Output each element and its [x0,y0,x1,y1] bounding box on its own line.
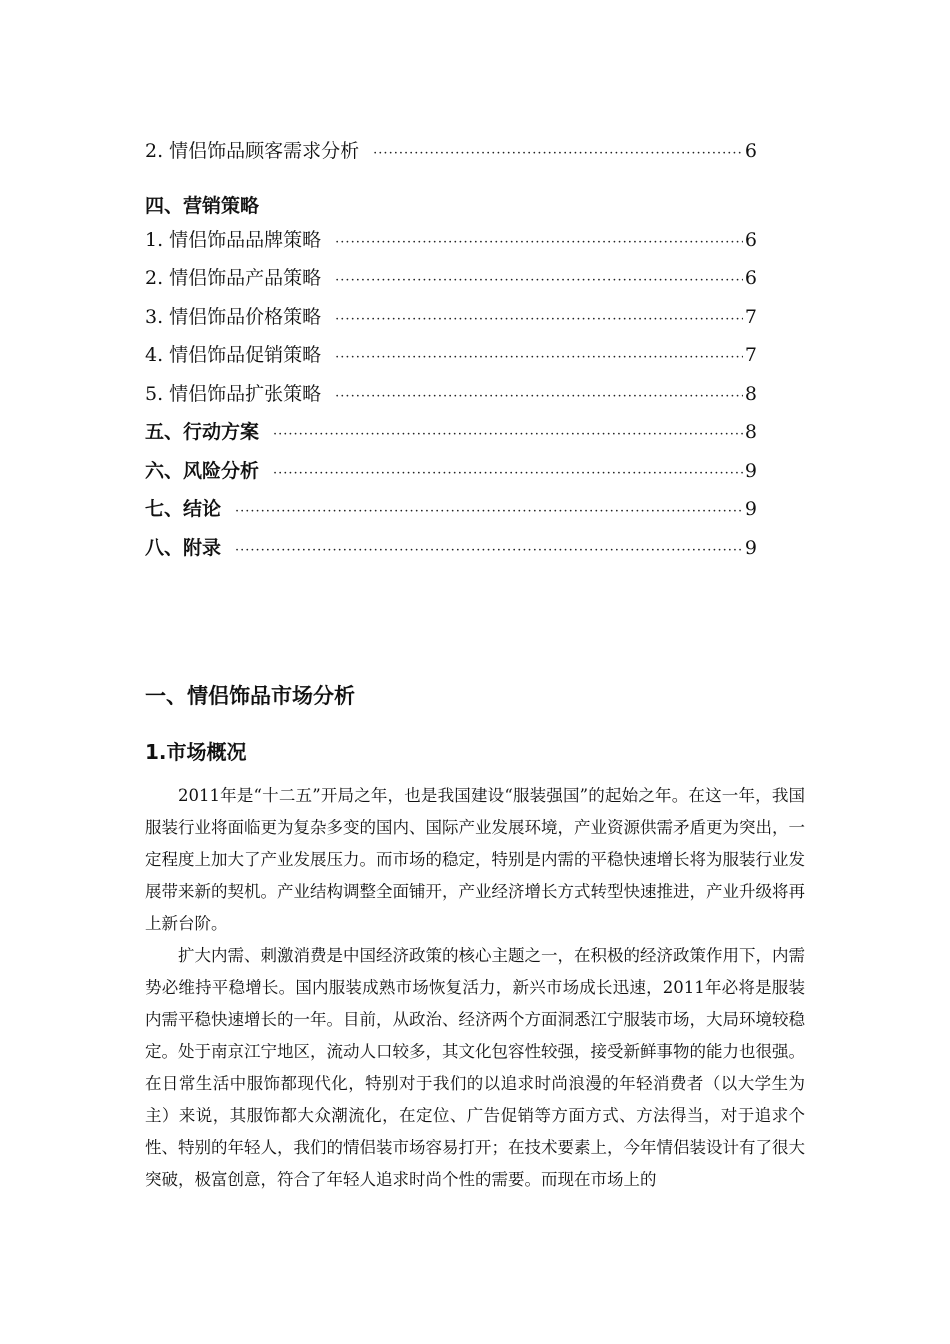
toc-leader-dots [335,389,743,404]
toc-item-label: 2. 情侣饰品产品策略 [145,267,322,289]
toc-item[interactable] [145,263,757,302]
toc-section-label: 五、行动方案 [145,421,260,443]
toc-section-label: 六、风险分析 [145,459,260,482]
toc-leader-dots [235,543,743,558]
toc-item-page: 6 [744,228,757,251]
toc-section[interactable] [145,494,757,533]
toc-section-page: 9 [744,536,757,559]
toc-item-label: 4. 情侣饰品促销策略 [145,344,322,366]
toc-item-label: 3. 情侣饰品价格策略 [145,305,322,328]
toc-leader-dots [373,146,743,161]
table-of-contents [145,136,757,571]
toc-item[interactable] [145,302,757,341]
toc-section-page: 8 [744,421,757,443]
toc-item[interactable] [145,136,757,175]
toc-item-page: 6 [744,267,757,289]
toc-item[interactable] [145,379,757,418]
toc-item-label: 5. 情侣饰品扩张策略 [145,382,322,405]
toc-item-page: 7 [744,305,757,328]
toc-item[interactable] [145,340,757,379]
body-text [145,780,805,1196]
toc-leader-dots [273,427,743,442]
toc-item-label: 1. 情侣饰品品牌策略 [145,228,322,251]
toc-item-label: 2. 情侣饰品顾客需求分析 [145,140,360,162]
chapter-heading: 一、情侣饰品市场分析 [145,684,355,708]
toc-section[interactable] [145,456,757,495]
toc-section-page: 9 [744,498,757,520]
toc-leader-dots [335,235,743,250]
toc-item[interactable] [145,225,757,264]
toc-section-label: 七、结论 [145,498,222,520]
toc-section-heading[interactable]: 四、营销策略 [145,195,260,217]
toc-item-page: 7 [744,344,757,366]
toc-item-page: 6 [744,140,757,162]
toc-item-page: 8 [744,382,757,405]
toc-leader-dots [335,312,743,327]
toc-section-page: 9 [744,459,757,482]
paragraph: 扩大内需、刺激消费是中国经济政策的核心主题之一，在积极的经济政策作用下，内需势必维持平稳增长。国内服装成熟市场恢复活力，新兴市场成长迅速，2011年必将是服装内需平稳快速增长的一年。目前，从政治、经济两个方面洞悉江宁服装市场，大局环境较稳定。处于南京江宁地区，流动人口较多，其文化包容性较强，接受新鲜事物的能力也很强。在日常生活中服饰都现代化，特别对于我们的以追求时尚浪漫的年轻消费者（以大学生为主）来说，其服饰都大众潮流化，在定位、广告促销等方面方式、方法得当，对于追求个性、特别的年轻人，我们的情侣装市场容易打开；在技术要素上，今年情侣装设计有了很大突破，极富创意，符合了年轻人追求时尚个性的需要。而现在市场上的 [145,946,805,1189]
section-heading: 1.市场概况 [145,740,247,764]
paragraph: 2011年是“十二五”开局之年，也是我国建设“服装强国”的起始之年。在这一年，我国服装行业将面临更为复杂多变的国内、国际产业发展环境，产业资源供需矛盾更为突出，一定程度上加大了产业发展压力。而市场的稳定，特别是内需的平稳快速增长将为服装行业发展带来新的契机。产业结构调整全面铺开，产业经济增长方式转型快速推进，产业升级将再上新台阶。 [145,786,805,933]
toc-leader-dots [335,273,743,288]
toc-section[interactable] [145,533,757,572]
toc-section[interactable] [145,417,757,456]
toc-section-label: 八、附录 [145,536,222,559]
toc-leader-dots [335,350,743,365]
toc-leader-dots [235,504,743,519]
toc-leader-dots [273,466,743,481]
